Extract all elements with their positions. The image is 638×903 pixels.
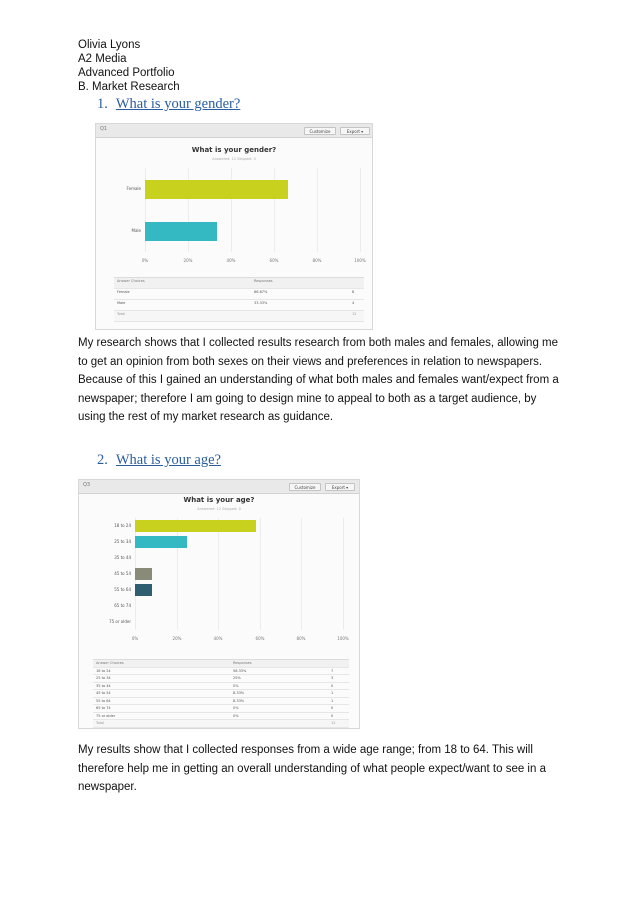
gender-chart-plot	[126, 168, 366, 263]
x-tick-label: 60%	[269, 258, 279, 263]
table-cell: Total	[96, 721, 105, 725]
x-tick-label: 80%	[296, 636, 306, 641]
table-cell: 1	[331, 698, 334, 703]
table-total-row	[93, 720, 349, 728]
age-analysis-paragraph: My results show that I collected responses from a wide age range; from 18 to 64. This will therefore help me in getting an overall understanding of what people expect/want to see in a newspaper.	[78, 744, 546, 793]
question-label: Q3	[83, 482, 91, 488]
table-cell: 12	[352, 312, 357, 316]
table-cell: 8.33%	[233, 698, 245, 703]
age-results-table	[93, 659, 349, 728]
section-name: B. Market Research	[78, 81, 180, 93]
chart-title: What is your age?	[183, 496, 255, 504]
x-tick-label: 0%	[131, 636, 139, 641]
gridline	[218, 518, 219, 630]
screenshot-toolbar	[79, 480, 359, 494]
customize-button[interactable]: Customize	[304, 127, 336, 135]
age-chart-plot	[109, 518, 349, 641]
category-label: 65 to 74	[114, 603, 131, 608]
table-cell: 3	[331, 676, 334, 680]
table-cell: 8	[352, 290, 355, 294]
table-cell: 0	[331, 706, 334, 710]
gridline	[301, 518, 302, 630]
table-row	[93, 705, 349, 713]
table-cell: 0%	[233, 683, 239, 688]
course-name: A2 Media	[78, 53, 127, 65]
question-label: Q1	[100, 126, 108, 132]
table-header-row	[93, 660, 349, 668]
category-label: 25 to 34	[114, 539, 131, 544]
gridline	[343, 518, 344, 630]
table-cell: 1	[331, 691, 334, 695]
x-tick-label: 100%	[337, 636, 349, 641]
gridline	[360, 168, 361, 252]
question-2-title: What is your age?	[115, 452, 221, 468]
x-tick-label: 20%	[172, 636, 182, 641]
table-cell: 0	[331, 713, 334, 718]
gridline	[260, 518, 261, 630]
table-cell: 7	[331, 668, 334, 673]
category-label: 45 to 54	[114, 571, 131, 576]
table-header-row	[114, 278, 364, 289]
portfolio-name: Advanced Portfolio	[78, 67, 175, 79]
table-row	[93, 683, 349, 691]
gridline	[317, 168, 318, 252]
chart-subtitle: Answered: 12 Skipped: 0	[197, 507, 241, 511]
category-label: 55 to 64	[114, 587, 131, 592]
table-row	[93, 675, 349, 683]
category-label: 35 to 44	[114, 555, 131, 560]
table-cell: Responses	[233, 661, 252, 665]
author-name: Olivia Lyons	[78, 39, 141, 51]
table-cell: Answer Choices	[117, 279, 145, 283]
gender-survey-screenshot	[95, 123, 373, 330]
x-tick-label: 0%	[141, 258, 149, 263]
category-label: Female	[126, 186, 141, 191]
x-tick-label: 100%	[354, 258, 366, 263]
category-label: 75 or older	[109, 619, 131, 624]
gridline	[177, 518, 178, 630]
bar-male	[145, 222, 217, 241]
table-cell: 55 to 64	[96, 698, 111, 703]
table-cell: Male	[117, 301, 126, 305]
export-button[interactable]: Export ▾	[325, 483, 355, 491]
bar-18-to-24	[135, 520, 256, 532]
bar-45-to-54	[135, 568, 152, 580]
table-row	[114, 300, 364, 311]
table-row	[93, 713, 349, 721]
question-1-number: 1.	[97, 96, 108, 112]
x-tick-label: 80%	[312, 258, 322, 263]
table-cell: 58.33%	[233, 668, 247, 673]
category-label: 18 to 24	[114, 523, 131, 528]
table-cell: 12	[331, 721, 336, 725]
table-row	[93, 690, 349, 698]
customize-button[interactable]: Customize	[289, 483, 321, 491]
table-cell: 4	[352, 301, 355, 305]
table-row	[93, 698, 349, 706]
table-cell: Responses	[254, 279, 273, 283]
table-cell: Total	[117, 312, 126, 316]
x-tick-label: 40%	[226, 258, 236, 263]
question-2-heading	[97, 452, 221, 469]
x-tick-label: 20%	[183, 258, 193, 263]
age-survey-screenshot	[78, 479, 360, 729]
table-cell: 25 to 34	[96, 676, 111, 680]
table-row	[93, 668, 349, 676]
table-cell: 0%	[233, 706, 239, 710]
table-cell: 0%	[233, 713, 239, 718]
table-cell: 66.67%	[254, 290, 268, 294]
table-cell: 75 or older	[96, 713, 116, 718]
bar-55-to-64	[135, 584, 152, 596]
table-cell: 35 to 44	[96, 683, 111, 688]
chart-title: What is your gender?	[191, 146, 277, 154]
category-label: Male	[131, 228, 141, 233]
question-1-title: What is your gender?	[115, 96, 241, 112]
question-2-number: 2.	[97, 452, 108, 468]
x-tick-label: 60%	[255, 636, 265, 641]
screenshot-toolbar	[96, 124, 372, 138]
x-tick-label: 40%	[213, 636, 223, 641]
gender-results-table	[114, 277, 364, 322]
question-1-heading	[97, 96, 240, 113]
bar-25-to-34	[135, 536, 187, 548]
chart-subtitle: Answered: 12 Skipped: 0	[212, 157, 256, 161]
table-cell: Answer Choices	[96, 661, 124, 665]
table-cell: 18 to 24	[96, 668, 111, 673]
export-button[interactable]: Export ▾	[340, 127, 370, 135]
table-cell: 65 to 74	[96, 706, 111, 710]
gender-analysis-paragraph: My research shows that I collected results research from both males and females, allowing me to get an opinion from both sexes on their views and preferences in relation to newspapers. Because of this I gained an understanding of what both males and females want/expect from a newspaper; therefore I am going to design mine to appeal to both as a target audience, by using the rest of my market research as guidance.	[78, 337, 559, 423]
table-cell: 45 to 54	[96, 691, 111, 695]
table-row	[114, 289, 364, 300]
bar-female	[145, 180, 288, 199]
table-cell: 8.33%	[233, 691, 245, 695]
table-cell: Female	[117, 290, 130, 294]
table-cell: 25%	[233, 676, 241, 680]
table-total-row	[114, 311, 364, 322]
table-cell: 0	[331, 683, 334, 688]
table-cell: 33.33%	[254, 301, 268, 305]
